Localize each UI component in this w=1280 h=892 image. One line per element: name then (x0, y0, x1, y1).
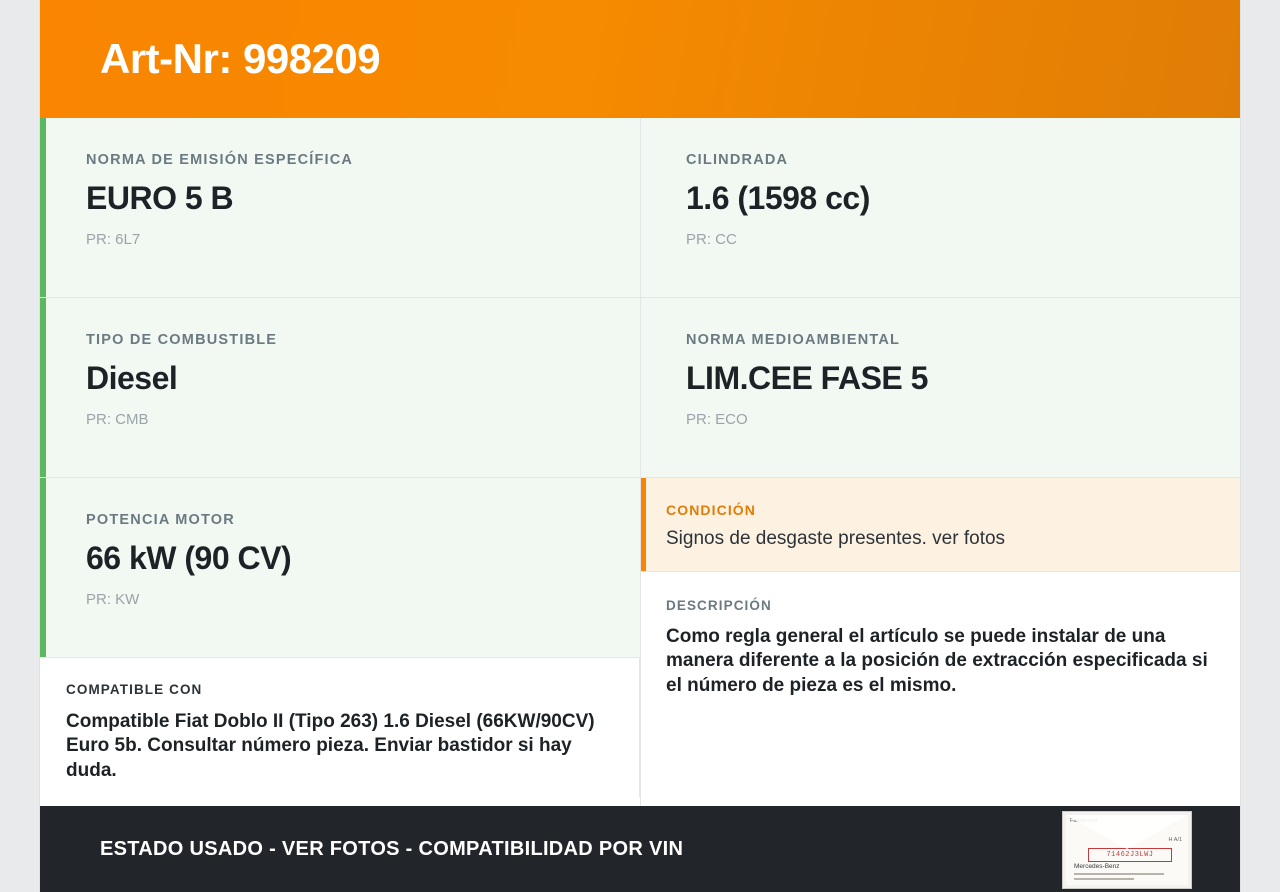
spec-value: LIM.CEE FASE 5 (686, 360, 928, 396)
spec-pr-code: PR: 6L7 (86, 231, 141, 248)
spec-pr-code: PR: CMB (86, 411, 149, 428)
description-block (640, 572, 1240, 804)
spec-value: 66 kW (90 CV) (86, 540, 292, 576)
condition-text: Signos de desgaste presentes. ver fotos (666, 528, 1006, 549)
thumbnail-vin-text: 71462J3LWJ (1088, 848, 1172, 862)
description-label: DESCRIPCIÓN (666, 598, 772, 613)
spec-value: EURO 5 B (86, 180, 234, 216)
spec-cell-engine-power (40, 478, 640, 658)
description-text: Como regla general el artículo se puede instalar de una manera diferente a la posición de extracción especificada si el número de pieza es el mismo. (666, 626, 1208, 696)
spec-label: CILINDRADA (686, 152, 789, 168)
spec-pr-code: PR: ECO (686, 411, 748, 428)
condition-label: CONDICIÓN (666, 502, 757, 518)
spec-pr-code: PR: KW (86, 591, 140, 608)
spec-label: TIPO DE COMBUSTIBLE (86, 332, 278, 348)
spec-cell-fuel-type (40, 298, 640, 478)
spec-cell-emission-standard (40, 118, 640, 298)
spec-label: POTENCIA MOTOR (86, 512, 235, 528)
spec-label: NORMA MEDIOAMBIENTAL (686, 332, 901, 348)
spec-label: NORMA DE EMISIÓN ESPECÍFICA (86, 152, 354, 168)
footer-text: ESTADO USADO - VER FOTOS - COMPATIBILIDAD POR VIN (100, 837, 684, 860)
vin-plate-thumbnail[interactable] (1062, 811, 1192, 889)
compatible-with-block (40, 658, 640, 797)
column-divider (640, 118, 641, 806)
header-banner (40, 0, 1240, 118)
spec-cell-environmental-standard (640, 298, 1240, 478)
spec-value: 1.6 (1598 cc) (686, 180, 870, 216)
compatible-with-text: Compatible Fiat Doblo II (Tipo 263) 1.6 Diesel (66KW/90CV) Euro 5b. Consultar número pieza. Enviar bastidor si hay duda. (66, 711, 595, 781)
spec-pr-code: PR: CC (686, 231, 737, 248)
part-info-sheet (40, 0, 1240, 892)
compatible-with-label: COMPATIBLE CON (66, 682, 203, 697)
spec-column-right (640, 118, 1240, 804)
thumbnail-rule (1074, 878, 1134, 880)
thumbnail-right-label: H A/1 (1168, 837, 1182, 843)
page-title: Art-Nr: 998209 (100, 35, 381, 82)
spec-value: Diesel (86, 360, 178, 396)
spec-cell-displacement (640, 118, 1240, 298)
thumbnail-top-label: Fahrgestell (1070, 818, 1098, 824)
footer-banner (40, 806, 1240, 892)
thumbnail-document (1066, 815, 1188, 885)
condition-block (640, 478, 1240, 572)
spec-column-left (40, 118, 640, 804)
thumbnail-brand-label: Mercedes-Benz (1074, 863, 1120, 870)
thumbnail-rule (1074, 873, 1164, 875)
